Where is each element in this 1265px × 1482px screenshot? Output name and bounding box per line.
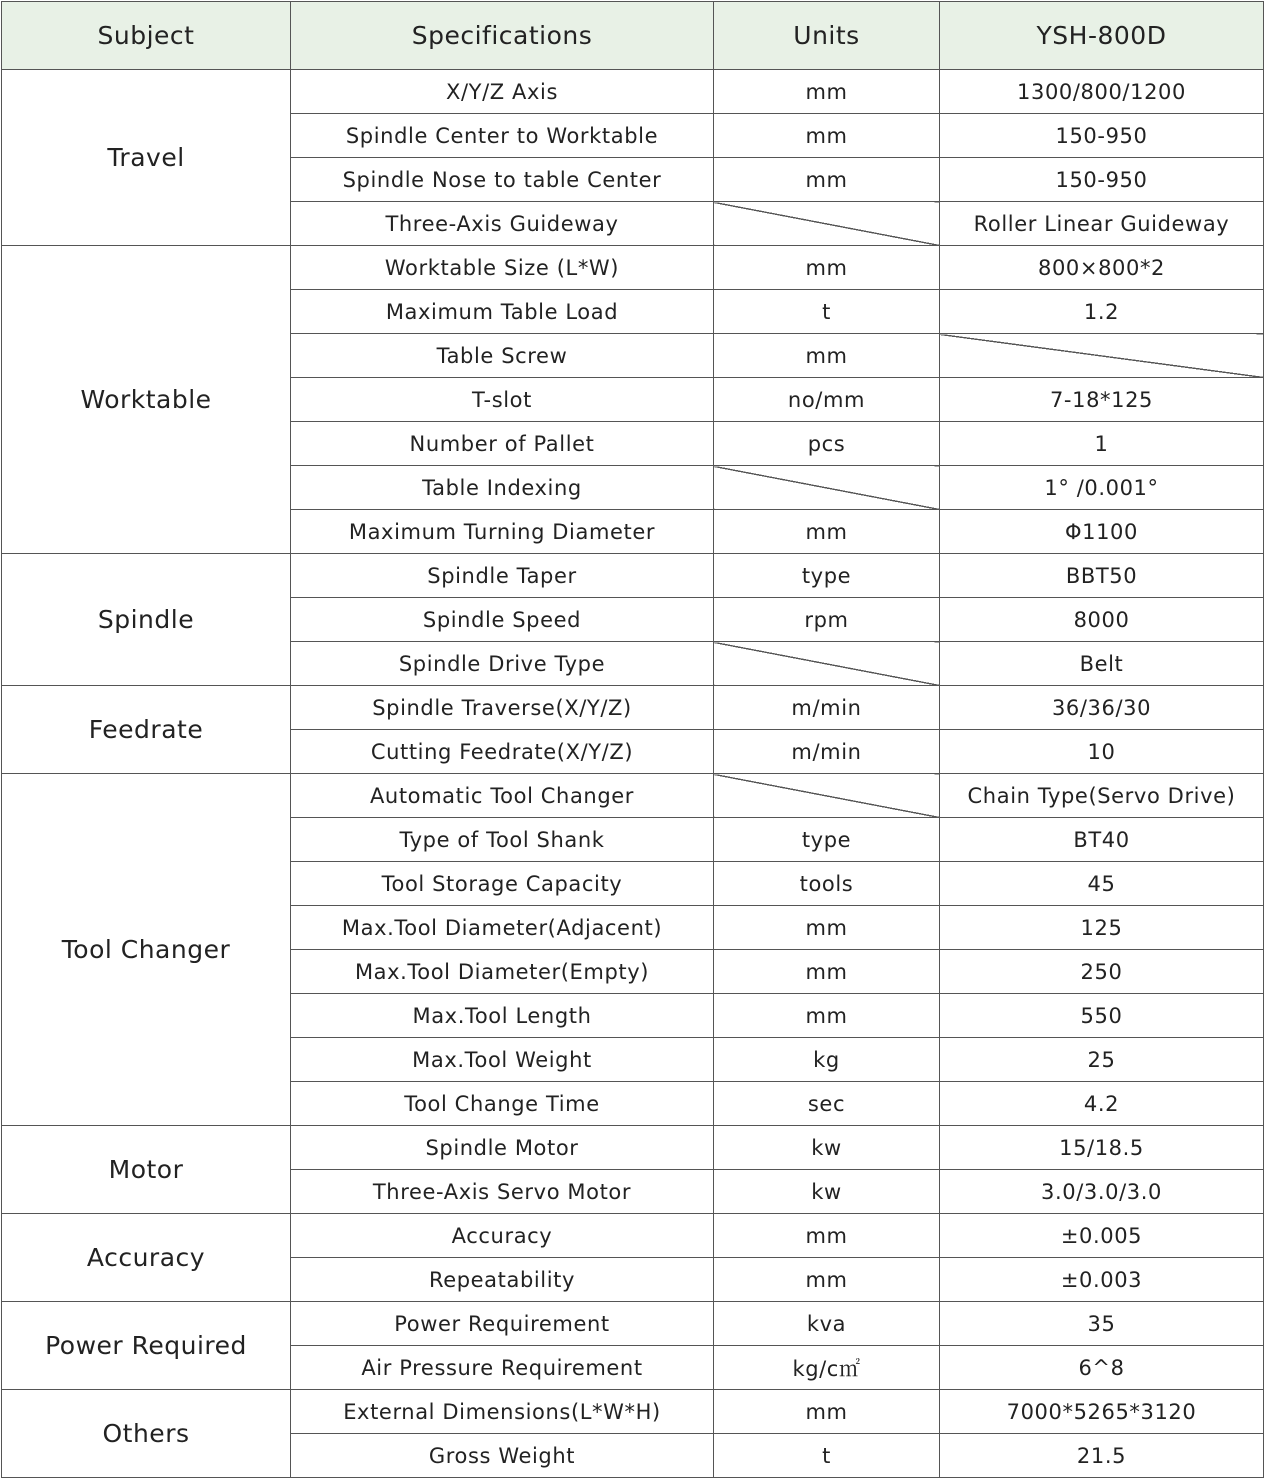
spec-cell: Max.Tool Length [291,994,714,1038]
table-row [2,554,1264,598]
empty-value-cell [940,334,1264,378]
value-cell: 1.2 [940,290,1264,334]
header-row [2,2,1264,70]
unit-cell: m/min [714,730,940,774]
value-cell: 4.2 [940,1082,1264,1126]
spec-cell: Spindle Speed [291,598,714,642]
spec-cell: Power Requirement [291,1302,714,1346]
spec-cell: Worktable Size (L*W) [291,246,714,290]
unit-cell: kw [714,1126,940,1170]
value-cell: 250 [940,950,1264,994]
value-cell: 1° /0.001° [940,466,1264,510]
spec-cell: Spindle Nose to table Center [291,158,714,202]
unit-cell: t [714,1434,940,1478]
spec-cell: Max.Tool Diameter(Empty) [291,950,714,994]
unit-cell: m/min [714,686,940,730]
value-cell: 550 [940,994,1264,1038]
value-cell: 6^8 [940,1346,1264,1390]
unit-cell: mm [714,114,940,158]
spec-cell: T-slot [291,378,714,422]
spec-cell: Type of Tool Shank [291,818,714,862]
table-row [2,774,1264,818]
table-row [2,1126,1264,1170]
empty-unit-cell [714,466,940,510]
value-cell: 35 [940,1302,1264,1346]
subject-cell: Power Required [2,1302,291,1390]
value-cell: Chain Type(Servo Drive) [940,774,1264,818]
table-row [2,1214,1264,1258]
value-cell: Belt [940,642,1264,686]
unit-cell: t [714,290,940,334]
table-body [2,70,1264,1478]
spec-cell: Spindle Center to Worktable [291,114,714,158]
subject-cell: Travel [2,70,291,246]
value-cell: 10 [940,730,1264,774]
unit-cell: tools [714,862,940,906]
value-cell: 3.0/3.0/3.0 [940,1170,1264,1214]
spec-cell: Three-Axis Guideway [291,202,714,246]
spec-cell: X/Y/Z Axis [291,70,714,114]
table-row [2,686,1264,730]
spec-cell: Spindle Taper [291,554,714,598]
table-row [2,1302,1264,1346]
value-cell: 125 [940,906,1264,950]
unit-cell: sec [714,1082,940,1126]
unit-cell: mm [714,70,940,114]
spec-cell: Number of Pallet [291,422,714,466]
value-cell: 21.5 [940,1434,1264,1478]
table-row [2,246,1264,290]
subject-cell: Accuracy [2,1214,291,1302]
value-cell: 8000 [940,598,1264,642]
header-model: YSH-800D [940,2,1264,70]
spec-cell: Max.Tool Diameter(Adjacent) [291,906,714,950]
value-cell: 15/18.5 [940,1126,1264,1170]
value-cell: ±0.003 [940,1258,1264,1302]
spec-cell: Repeatability [291,1258,714,1302]
value-cell: 45 [940,862,1264,906]
value-cell: BBT50 [940,554,1264,598]
unit-cell: mm [714,906,940,950]
spec-cell: Cutting Feedrate(X/Y/Z) [291,730,714,774]
value-cell: 1 [940,422,1264,466]
value-cell: Φ1100 [940,510,1264,554]
unit-cell: mm [714,1390,940,1434]
empty-unit-cell [714,202,940,246]
unit-cell: no/mm [714,378,940,422]
value-cell: 7-18*125 [940,378,1264,422]
value-cell: ±0.005 [940,1214,1264,1258]
unit-cell: kw [714,1170,940,1214]
subject-cell: Motor [2,1126,291,1214]
spec-cell: Gross Weight [291,1434,714,1478]
header-units: Units [714,2,940,70]
spec-cell: Maximum Table Load [291,290,714,334]
header-specifications: Specifications [291,2,714,70]
spec-cell: Tool Storage Capacity [291,862,714,906]
spec-cell: Spindle Traverse(X/Y/Z) [291,686,714,730]
value-cell: 800×800*2 [940,246,1264,290]
value-cell: 150-950 [940,114,1264,158]
unit-cell: mm [714,1214,940,1258]
unit-cell: mm [714,334,940,378]
spec-cell: Automatic Tool Changer [291,774,714,818]
unit-cell: kg/c㎡ [714,1346,940,1390]
subject-cell: Tool Changer [2,774,291,1126]
header-subject: Subject [2,2,291,70]
spec-cell: External Dimensions(L*W*H) [291,1390,714,1434]
subject-cell: Worktable [2,246,291,554]
subject-cell: Others [2,1390,291,1478]
value-cell: 25 [940,1038,1264,1082]
unit-cell: mm [714,950,940,994]
empty-unit-cell [714,642,940,686]
value-cell: Roller Linear Guideway [940,202,1264,246]
unit-cell: type [714,818,940,862]
unit-cell: pcs [714,422,940,466]
empty-unit-cell [714,774,940,818]
unit-cell: rpm [714,598,940,642]
spec-cell: Tool Change Time [291,1082,714,1126]
spec-cell: Spindle Drive Type [291,642,714,686]
value-cell: 7000*5265*3120 [940,1390,1264,1434]
table-row [2,70,1264,114]
table-header [2,2,1264,70]
unit-cell: mm [714,246,940,290]
spec-cell: Three-Axis Servo Motor [291,1170,714,1214]
spec-cell: Maximum Turning Diameter [291,510,714,554]
spec-cell: Air Pressure Requirement [291,1346,714,1390]
subject-cell: Spindle [2,554,291,686]
unit-cell: type [714,554,940,598]
unit-cell: kva [714,1302,940,1346]
spec-cell: Max.Tool Weight [291,1038,714,1082]
unit-cell: mm [714,158,940,202]
unit-cell: kg [714,1038,940,1082]
value-cell: 150-950 [940,158,1264,202]
value-cell: 1300/800/1200 [940,70,1264,114]
spec-cell: Table Indexing [291,466,714,510]
unit-cell: mm [714,1258,940,1302]
unit-cell: mm [714,994,940,1038]
value-cell: 36/36/30 [940,686,1264,730]
specification-table [1,1,1264,1478]
spec-cell: Accuracy [291,1214,714,1258]
table-row [2,1390,1264,1434]
value-cell: BT40 [940,818,1264,862]
spec-cell: Table Screw [291,334,714,378]
spec-cell: Spindle Motor [291,1126,714,1170]
unit-cell: mm [714,510,940,554]
subject-cell: Feedrate [2,686,291,774]
